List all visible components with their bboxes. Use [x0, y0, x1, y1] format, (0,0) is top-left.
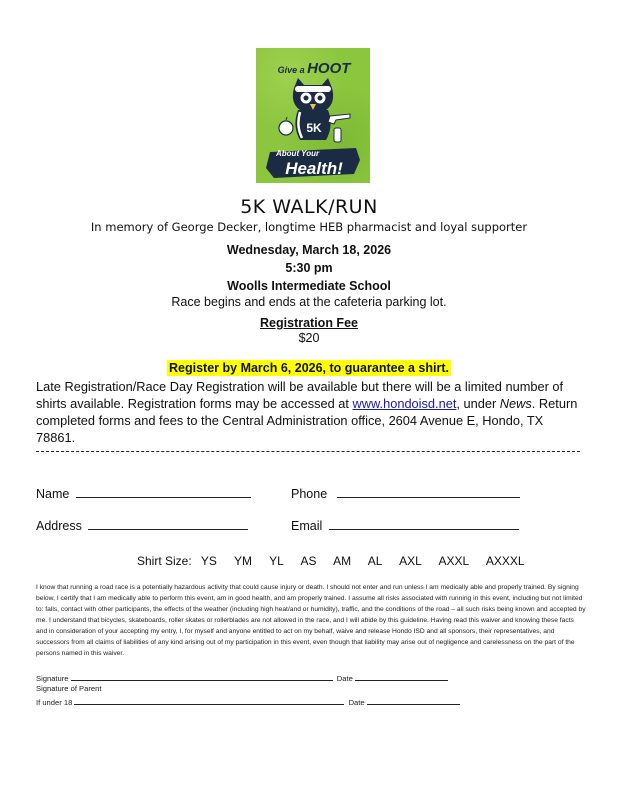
- phone-label: Phone: [291, 487, 328, 501]
- parent-date-label: Date: [348, 698, 365, 707]
- cut-line-divider: [36, 451, 580, 452]
- email-label: Email: [291, 519, 323, 533]
- shirt-size-option[interactable]: AL: [367, 554, 383, 568]
- shirt-size-row: [137, 554, 539, 568]
- hondoisd-link[interactable]: www.hondoisd.net: [352, 396, 457, 411]
- registration-fee-amount: $20: [298, 331, 320, 345]
- owl-mascot-icon: [256, 48, 370, 183]
- event-date: Wednesday, March 18, 2026: [226, 243, 392, 257]
- registration-info-paragraph: [36, 378, 584, 446]
- info-text-3: . Return completed forms and fees to the Central Administration office, 2604 Avenue E, Hondo, TX 78861.: [36, 396, 578, 445]
- under-18-label: If under 18: [36, 698, 73, 707]
- svg-text:5K: 5K: [306, 121, 322, 135]
- signature-label: Signature: [36, 674, 69, 683]
- registration-fee-label: Registration Fee: [260, 316, 358, 330]
- signature-input-line[interactable]: [71, 672, 333, 681]
- info-news-italic: News: [499, 396, 532, 411]
- parent-signature-label: Signature of Parent: [36, 684, 102, 693]
- signature-row[interactable]: [36, 672, 448, 683]
- name-input-line[interactable]: [76, 485, 251, 498]
- registration-fee-heading: [0, 316, 618, 330]
- memorial-subtitle: In memory of George Decker, longtime HEB pharmacist and loyal supporter: [90, 220, 528, 234]
- phone-input-line[interactable]: [337, 485, 520, 498]
- svg-text:Give a HOOT: Give a HOOT: [277, 60, 351, 77]
- address-input-line[interactable]: [88, 517, 248, 530]
- parent-date-input-line[interactable]: [367, 696, 460, 705]
- name-label: Name: [36, 487, 70, 501]
- event-title: 5K WALK/RUN: [240, 196, 378, 218]
- liability-waiver-text: I know that running a road race is a potentially hazardous activity that could cause injury or death. I should not enter and run unless I am medically able and properly trained. By signing below, I certify that I am medically able to perform this event, am in good health, and am properly trained. I assume all risks associated with running in this event, including but not limited to: falls, contact with other participants, the effects of the weather (including high heat/and or humidity), traffic, and the conditions of the road – all such risks being known and accepted by me. I understand that bicycles, skateboards, roller skates or rollerblades are not allowed in the race, and I will abide by this guideline. Having read this waiver and knowing these facts and in consideration of your accepting my entry, I, for myself and anyone entitled to act on my behalf, waive and release Hondo ISD and all sponsors, their representatives, and successors from all claims of liabilities of any kind arising out of my participation in this event, even though that liability may arise out of negligence and carelessness on the part of the persons named in this waiver.: [36, 584, 586, 657]
- info-text-1: Late Registration/Race Day Registration will be available but there will be a limited number of shirts available. Registration forms may be accessed at: [36, 379, 564, 411]
- shirt-size-option[interactable]: AXXXL: [485, 554, 525, 568]
- address-label: Address: [36, 519, 82, 533]
- shirt-size-option[interactable]: AXL: [399, 554, 422, 568]
- shirt-size-option[interactable]: AXXL: [438, 554, 470, 568]
- signature-date-input-line[interactable]: [355, 672, 448, 681]
- shirt-size-option[interactable]: YM: [233, 554, 252, 568]
- event-location: Woolls Intermediate School: [227, 279, 391, 293]
- phone-field[interactable]: [291, 485, 520, 501]
- svg-text:About Your: About Your: [276, 149, 320, 158]
- shirt-size-label: Shirt Size:: [137, 554, 192, 568]
- shirt-size-option[interactable]: YL: [269, 554, 284, 568]
- event-logo: [256, 48, 370, 183]
- deadline-notice: [0, 359, 618, 377]
- event-time: 5:30 pm: [285, 261, 333, 275]
- parent-signature-input-line[interactable]: [74, 696, 344, 705]
- race-note: Race begins and ends at the cafeteria parking lot.: [171, 295, 447, 309]
- deadline-highlight: Register by March 6, 2026, to guarantee a shirt.: [169, 361, 449, 375]
- name-field[interactable]: [36, 485, 251, 501]
- shirt-size-option[interactable]: AS: [300, 554, 317, 568]
- email-field[interactable]: [291, 517, 519, 533]
- parent-signature-row[interactable]: [36, 696, 460, 707]
- shirt-size-option[interactable]: YS: [200, 554, 217, 568]
- shirt-size-option[interactable]: AM: [333, 554, 352, 568]
- date-label: Date: [336, 674, 353, 683]
- email-input-line[interactable]: [329, 517, 519, 530]
- svg-text:Health!: Health!: [285, 159, 343, 178]
- info-text-2: , under: [456, 396, 500, 411]
- address-field[interactable]: [36, 517, 248, 533]
